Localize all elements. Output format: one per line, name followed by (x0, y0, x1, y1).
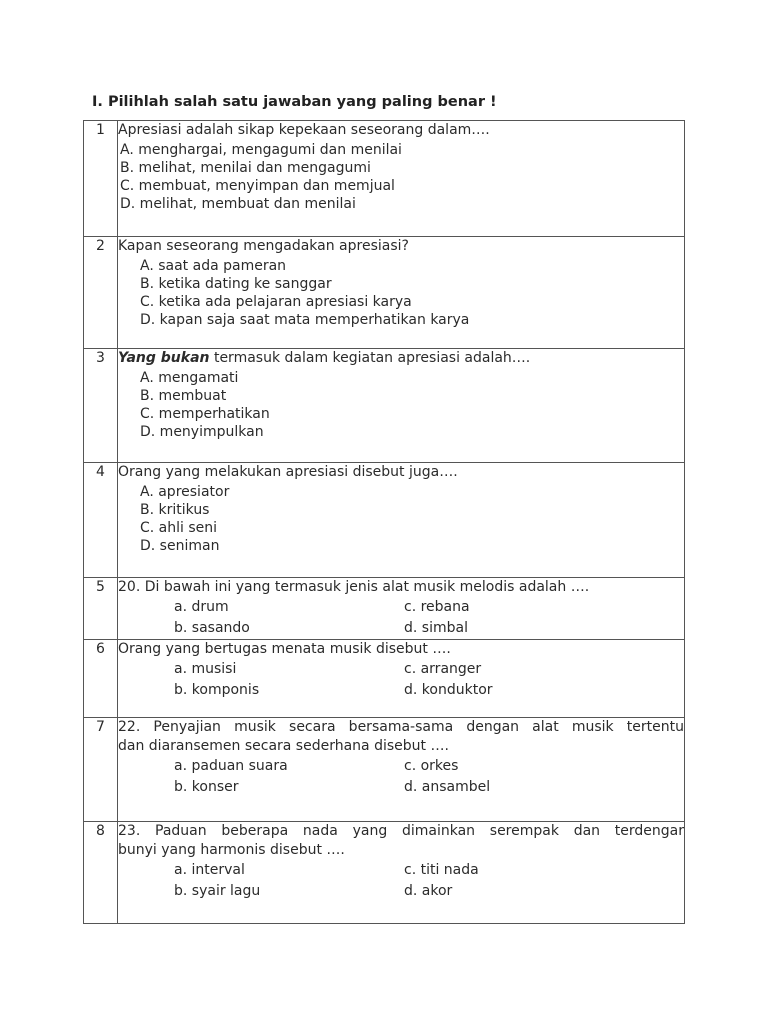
question-text: Kapan seseorang mengadakan apresiasi? (118, 238, 409, 254)
option-list (140, 369, 684, 441)
question-text: 20. Di bawah ini yang termasuk jenis alat musik melodis adalah …. (118, 579, 590, 595)
question-row (84, 578, 685, 640)
question-row (84, 463, 685, 578)
question-body (118, 578, 685, 640)
question-body (118, 349, 685, 463)
question-number: 6 (84, 640, 118, 718)
option-grid (174, 860, 684, 902)
question-text-line1: 22. Penyajian musik secara bersama-sama dengan alat musik tertentu (118, 719, 684, 735)
question-row (84, 822, 685, 924)
question-emphasis: Yang bukan (118, 350, 210, 366)
option-a: A. saat ada pameran (140, 258, 287, 274)
option-a: a. drum (174, 599, 229, 615)
option-list (140, 483, 684, 555)
option-c: C. memperhatikan (140, 406, 270, 422)
question-body (118, 718, 685, 822)
option-d: d. ansambel (404, 779, 491, 795)
question-row (84, 640, 685, 718)
option-a: a. paduan suara (174, 758, 288, 774)
option-b: B. kritikus (140, 502, 210, 518)
option-a: A. apresiator (140, 484, 230, 500)
question-text-line1: 23. Paduan beberapa nada yang dimainkan serempak dan terdengar (118, 823, 684, 839)
option-c: C. membuat, menyimpan dan memjual (120, 178, 395, 194)
question-text: Apresiasi adalah sikap kepekaan seseorang dalam…. (118, 122, 490, 138)
question-body (118, 121, 685, 237)
option-d: D. menyimpulkan (140, 424, 264, 440)
option-b: b. konser (174, 779, 239, 795)
question-text: Orang yang melakukan apresiasi disebut juga…. (118, 464, 458, 480)
option-b: b. komponis (174, 682, 260, 698)
question-number: 8 (84, 822, 118, 924)
question-body (118, 237, 685, 349)
option-c: C. ahli seni (140, 520, 218, 536)
option-a: A. menghargai, mengagumi dan menilai (120, 142, 402, 158)
question-number: 5 (84, 578, 118, 640)
option-a: a. interval (174, 862, 245, 878)
question-table (83, 120, 685, 924)
question-text-line2: dan diaransemen secara sederhana disebut …. (118, 738, 449, 754)
question-text: Orang yang bertugas menata musik disebut …. (118, 641, 451, 657)
option-grid (174, 659, 684, 701)
option-b: B. melihat, menilai dan mengagumi (120, 160, 371, 176)
question-text-rest: termasuk dalam kegiatan apresiasi adalah…. (209, 350, 531, 366)
option-list (140, 257, 684, 329)
option-grid (174, 597, 684, 639)
option-d: d. simbal (404, 620, 468, 636)
option-c: c. rebana (404, 599, 470, 615)
question-text (118, 349, 684, 368)
option-c: c. orkes (404, 758, 459, 774)
option-d: d. akor (404, 883, 453, 899)
question-text-line2: bunyi yang harmonis disebut …. (118, 842, 345, 858)
option-c: c. arranger (404, 661, 482, 677)
question-row (84, 349, 685, 463)
question-row (84, 237, 685, 349)
question-row (84, 718, 685, 822)
question-number: 4 (84, 463, 118, 578)
option-d: D. seniman (140, 538, 220, 554)
question-body (118, 463, 685, 578)
option-d: D. melihat, membuat dan menilai (120, 196, 356, 212)
option-b: B. ketika dating ke sanggar (140, 276, 332, 292)
question-row (84, 121, 685, 237)
question-body (118, 640, 685, 718)
option-b: B. membuat (140, 388, 227, 404)
option-grid (174, 756, 684, 798)
option-c: c. titi nada (404, 862, 479, 878)
question-number: 7 (84, 718, 118, 822)
option-d: D. kapan saja saat mata memperhatikan karya (140, 312, 470, 328)
question-number: 1 (84, 121, 118, 237)
option-b: b. syair lagu (174, 883, 261, 899)
option-list (120, 141, 684, 213)
option-b: b. sasando (174, 620, 250, 636)
option-a: A. mengamati (140, 370, 239, 386)
option-a: a. musisi (174, 661, 237, 677)
question-body (118, 822, 685, 924)
question-number: 3 (84, 349, 118, 463)
option-c: C. ketika ada pelajaran apresiasi karya (140, 294, 412, 310)
option-d: d. konduktor (404, 682, 493, 698)
question-number: 2 (84, 237, 118, 349)
section-heading: I. Pilihlah salah satu jawaban yang paling benar ! (92, 94, 497, 110)
